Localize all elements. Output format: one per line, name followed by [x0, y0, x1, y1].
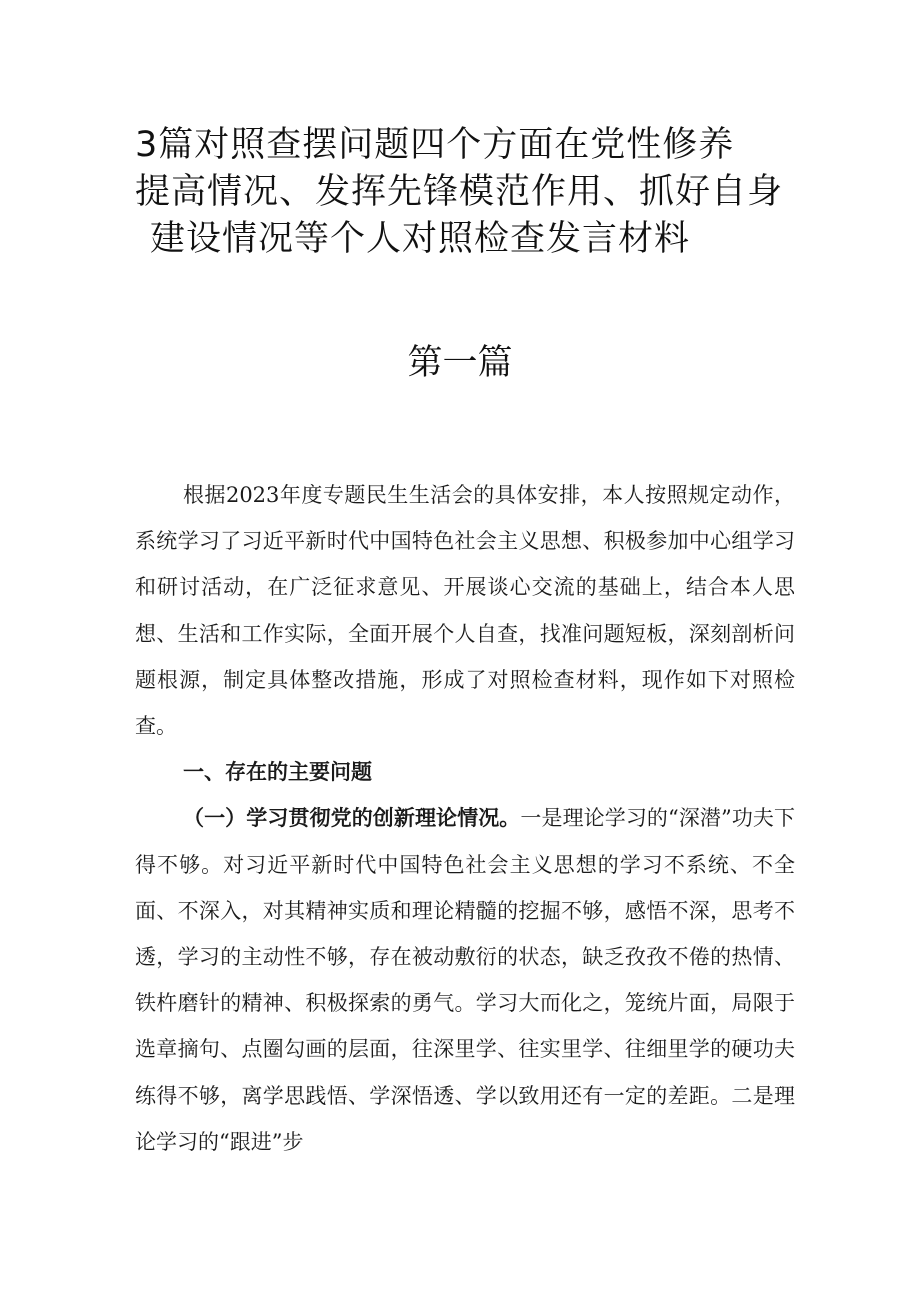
- title-line-1: 3篇对照查摆问题四个方面在党性修养: [135, 125, 735, 165]
- subsection-body: 一是理论学习的“深潜”功夫下得不够。对习近平新时代中国特色社会主义思想的学习不系统、不全面、不深入，对其精神实质和理论精髓的挖掘不够，感悟不深，思考不透，学习的主动性不够，存在被动敷衍的状态，缺乏孜孜不倦的热情、铁杵磨针的精神、积极探索的勇气。学习大而化之，笼统片面，局限于选章摘句、点圈勾画的层面，往深里学、往实里学、往细里学的硬功夫练得不够，离学思践悟、学深悟透、学以致用还有一定的差距。二是理论学习的“跟进”步: [135, 806, 795, 1154]
- intro-paragraph: 根据2023年度专题民生生活会的具体安排，本人按照规定动作，系统学习了习近平新时代中国特色社会主义思想、积极参加中心组学习和研讨活动，在广泛征求意见、开展谈心交流的基础上，结合本人思想、生活和工作实际，全面开展个人自查，找准问题短板，深刻剖析问题根源，制定具体整改措施，形成了对照检查材料，现作如下对照检查。: [135, 483, 795, 739]
- subsection-paragraph: [135, 795, 795, 1165]
- document-title: [120, 122, 820, 263]
- section-heading: 第一篇: [407, 343, 513, 383]
- title-line-3: 建设情况等个人对照检查发言材料: [150, 219, 691, 259]
- subheading-study-theory: （一）学习贯彻党的创新理论情况。: [183, 805, 521, 831]
- title-line-2: 提高情况、发挥先锋模范作用、抓好自身: [135, 172, 784, 212]
- heading-main-problems: 一、存在的主要问题: [183, 759, 372, 785]
- body-text: [135, 472, 795, 1165]
